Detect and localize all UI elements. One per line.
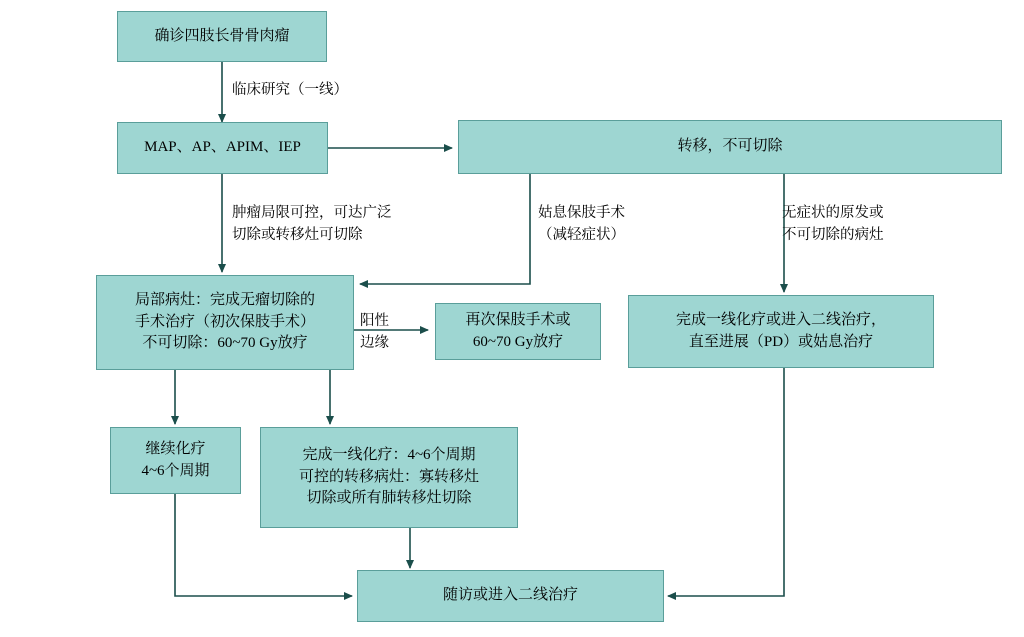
node-first-line-or-second-line-1: 直至进展（PD）或姑息治疗 — [688, 333, 874, 350]
node-first-line-or-second[interactable] — [628, 295, 934, 368]
node-diagnosis[interactable] — [117, 11, 327, 62]
node-continue-chemo-line-1: 4~6个周期 — [141, 462, 210, 479]
edge-label-tumor-limited — [232, 203, 392, 247]
node-complete-first-line-line-1: 可控的转移病灶：寡转移灶 — [298, 468, 479, 485]
node-re-surgery[interactable] — [435, 303, 601, 360]
edge-label-positive-margin-line-0: 阳性 — [360, 313, 389, 329]
node-continue-chemo[interactable] — [110, 427, 241, 494]
node-first-line-or-second-line-0: 完成一线化疗或进入二线治疗， — [675, 311, 886, 328]
node-metastatic[interactable] — [458, 120, 1002, 174]
node-chemo-regimens-line-0: MAP、AP、APIM、IEP — [144, 139, 301, 156]
node-followup-line-0: 随访或进入二线治疗 — [442, 587, 578, 604]
edge-label-palliative-surgery-line-0: 姑息保肢手术 — [538, 205, 625, 221]
node-complete-first-line-line-0: 完成一线化疗：4~6个周期 — [302, 446, 476, 463]
node-re-surgery-line-0: 再次保肢手术或 — [465, 311, 571, 328]
edge-label-tumor-limited-line-0: 肿瘤局限可控，可达广泛 — [232, 205, 392, 221]
node-chemo-regimens[interactable] — [117, 122, 328, 174]
node-diagnosis-line-0: 确诊四肢长骨骨肉瘤 — [154, 27, 290, 44]
edge-label-positive-margin-line-1: 边缘 — [360, 334, 389, 351]
node-local-lesion-line-1: 手术治疗（初次保肢手术） — [134, 313, 315, 330]
edge-label-asymptomatic-primary-line-0: 无症状的原发或 — [782, 205, 884, 221]
node-re-surgery-line-1: 60~70 Gy放疗 — [472, 333, 564, 350]
edge-label-clinical-trial — [232, 80, 348, 102]
node-continue-chemo-line-0: 继续化疗 — [145, 440, 206, 457]
edge-label-palliative-surgery-line-1: （减轻症状） — [538, 226, 625, 243]
edge-label-tumor-limited-line-1: 切除或转移灶可切除 — [232, 226, 363, 243]
node-complete-first-line[interactable] — [260, 427, 518, 528]
edge-label-positive-margin — [360, 311, 389, 355]
edge-label-palliative-surgery — [538, 203, 625, 247]
node-local-lesion-line-0: 局部病灶：完成无瘤切除的 — [134, 291, 315, 308]
node-metastatic-line-0: 转移，不可切除 — [677, 138, 783, 155]
node-complete-first-line-line-2: 切除或所有肺转移灶切除 — [306, 490, 472, 507]
node-local-lesion[interactable] — [96, 275, 354, 370]
node-local-lesion-line-2: 不可切除：60~70 Gy放疗 — [142, 335, 308, 352]
node-followup[interactable] — [357, 570, 664, 622]
edge-label-asymptomatic-primary — [782, 203, 884, 247]
edge-label-asymptomatic-primary-line-1: 不可切除的病灶 — [782, 226, 884, 243]
edge-label-clinical-trial-line-0: 临床研究（一线） — [232, 82, 348, 98]
